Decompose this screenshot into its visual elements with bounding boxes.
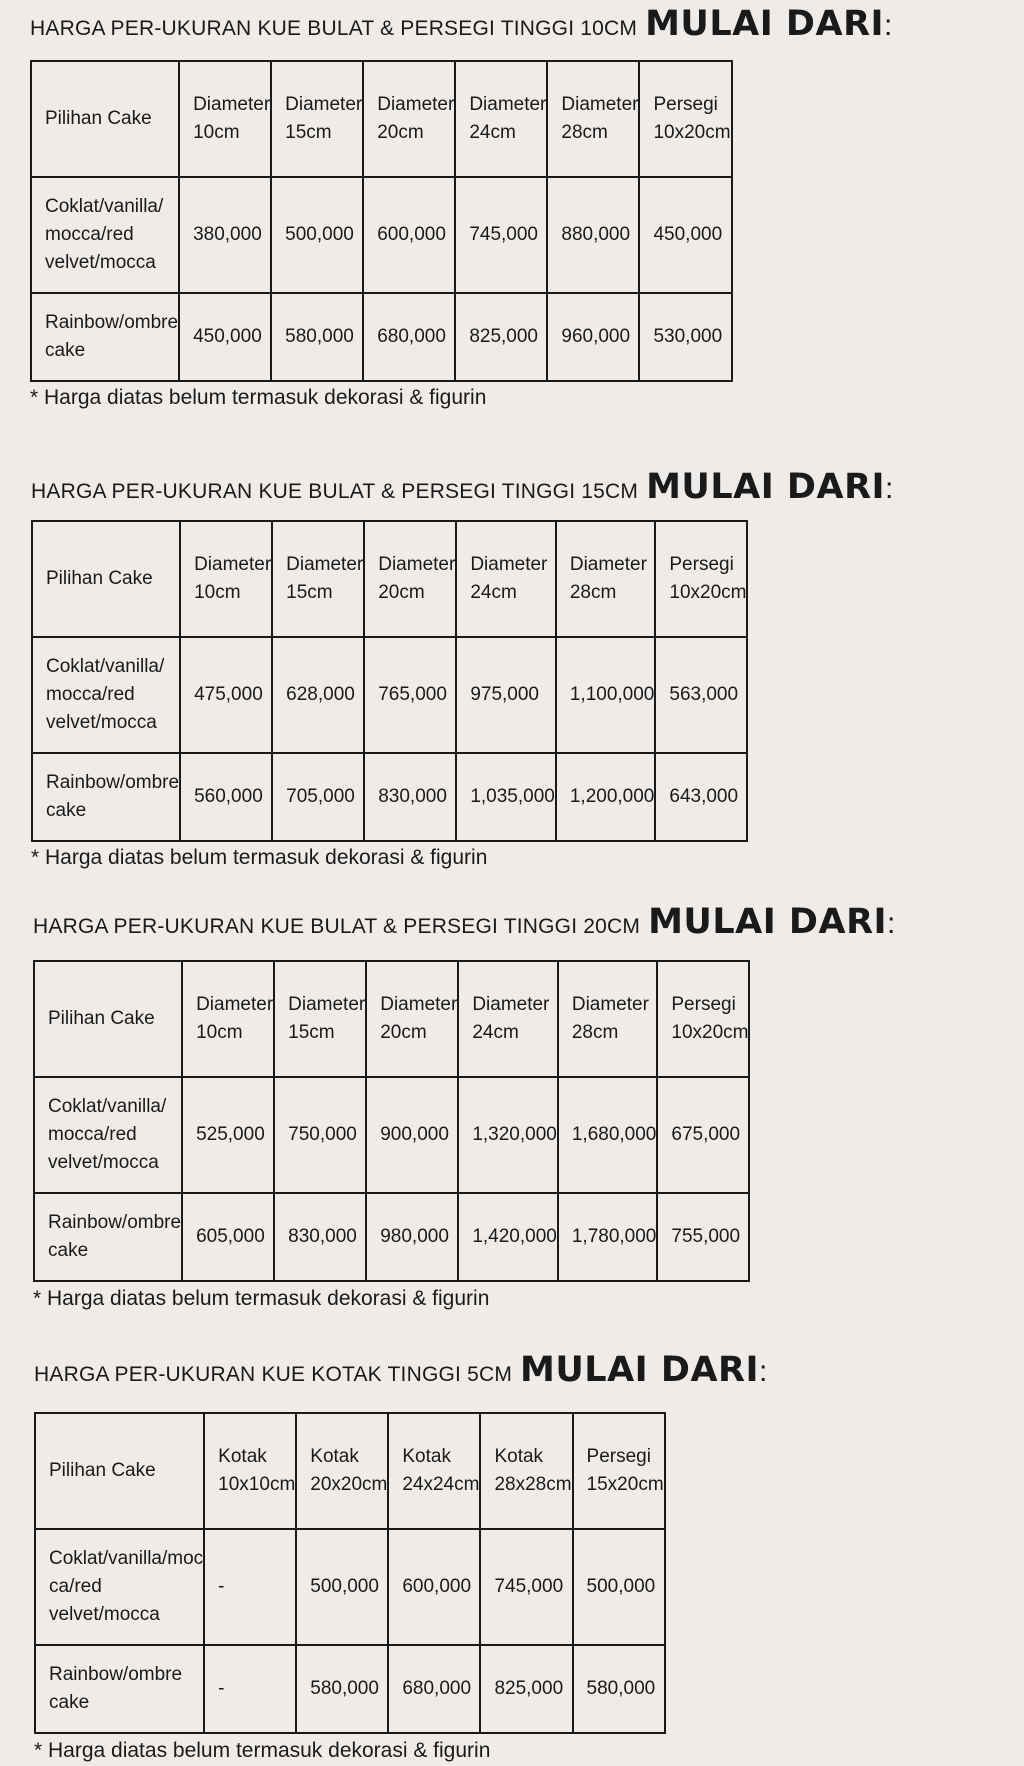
price-cell: - bbox=[204, 1645, 296, 1733]
price-cell: 830,000 bbox=[364, 753, 456, 841]
header-cell: Pilihan Cake bbox=[31, 61, 179, 177]
header-cell: Kotak 28x28cm bbox=[480, 1413, 572, 1529]
price-cell: 745,000 bbox=[455, 177, 547, 293]
table-header-row bbox=[35, 1413, 665, 1529]
price-cell: 628,000 bbox=[272, 637, 364, 753]
flavor-cell: Coklat/vanilla/ mocca/red velvet/mocca bbox=[34, 1077, 182, 1193]
price-cell: 1,100,000 bbox=[556, 637, 656, 753]
header-cell: Diameter 10cm bbox=[179, 61, 271, 177]
table-row bbox=[34, 1193, 749, 1281]
price-cell: 643,000 bbox=[655, 753, 747, 841]
header-cell: Diameter 15cm bbox=[274, 961, 366, 1077]
price-cell: 900,000 bbox=[366, 1077, 458, 1193]
flavor-cell: Rainbow/ombre cake bbox=[35, 1645, 204, 1733]
header-cell: Pilihan Cake bbox=[34, 961, 182, 1077]
price-cell: 765,000 bbox=[364, 637, 456, 753]
price-cell: 450,000 bbox=[639, 177, 731, 293]
price-note: * Harga diatas belum termasuk dekorasi & figurin bbox=[31, 846, 488, 869]
header-cell: Diameter 28cm bbox=[547, 61, 639, 177]
price-cell: 880,000 bbox=[547, 177, 639, 293]
table-row bbox=[31, 177, 732, 293]
price-cell: 563,000 bbox=[655, 637, 747, 753]
price-cell: 675,000 bbox=[657, 1077, 749, 1193]
price-table bbox=[31, 520, 748, 842]
price-cell: - bbox=[204, 1529, 296, 1645]
table-header-row bbox=[32, 521, 747, 637]
header-cell: Persegi 10x20cm bbox=[657, 961, 749, 1077]
price-cell: 1,320,000 bbox=[458, 1077, 558, 1193]
header-cell: Kotak 20x20cm bbox=[296, 1413, 388, 1529]
flavor-cell: Coklat/vanilla/ mocca/red velvet/mocca bbox=[31, 177, 179, 293]
section-title-colon: : bbox=[885, 472, 894, 505]
price-cell: 680,000 bbox=[363, 293, 455, 381]
price-cell: 960,000 bbox=[547, 293, 639, 381]
header-cell: Diameter 20cm bbox=[366, 961, 458, 1077]
price-note: * Harga diatas belum termasuk dekorasi & figurin bbox=[34, 1739, 491, 1762]
price-table bbox=[30, 60, 733, 382]
price-cell: 750,000 bbox=[274, 1077, 366, 1193]
flavor-cell: Coklat/vanilla/moc ca/red velvet/mocca bbox=[35, 1529, 204, 1645]
section-title-text: HARGA PER-UKURAN KUE BULAT & PERSEGI TINGGI 20CM bbox=[33, 915, 641, 938]
header-cell: Diameter 15cm bbox=[271, 61, 363, 177]
section-title-colon: : bbox=[887, 907, 896, 940]
section-title-bold: MULAI DARI bbox=[648, 902, 888, 942]
price-cell: 600,000 bbox=[363, 177, 455, 293]
price-cell: 1,680,000 bbox=[558, 1077, 658, 1193]
header-cell: Diameter 24cm bbox=[455, 61, 547, 177]
header-cell: Persegi 15x20cm bbox=[573, 1413, 665, 1529]
section-title-bold: MULAI DARI bbox=[520, 1350, 760, 1390]
price-cell: 745,000 bbox=[480, 1529, 572, 1645]
price-cell: 530,000 bbox=[639, 293, 731, 381]
price-note: * Harga diatas belum termasuk dekorasi & figurin bbox=[33, 1287, 490, 1310]
flavor-cell: Rainbow/ombre cake bbox=[32, 753, 180, 841]
header-cell: Diameter 20cm bbox=[364, 521, 456, 637]
header-cell: Persegi 10x20cm bbox=[639, 61, 731, 177]
price-cell: 975,000 bbox=[456, 637, 556, 753]
price-cell: 380,000 bbox=[179, 177, 271, 293]
price-cell: 830,000 bbox=[274, 1193, 366, 1281]
price-cell: 560,000 bbox=[180, 753, 272, 841]
table-row bbox=[35, 1529, 665, 1645]
price-cell: 500,000 bbox=[271, 177, 363, 293]
price-cell: 580,000 bbox=[296, 1645, 388, 1733]
header-cell: Diameter 10cm bbox=[180, 521, 272, 637]
section-title bbox=[34, 1350, 767, 1390]
header-cell: Diameter 24cm bbox=[456, 521, 556, 637]
price-cell: 500,000 bbox=[573, 1529, 665, 1645]
section-title-text: HARGA PER-UKURAN KUE BULAT & PERSEGI TINGGI 10CM bbox=[30, 17, 638, 40]
section-title-colon: : bbox=[759, 1355, 768, 1388]
table-row bbox=[34, 1077, 749, 1193]
header-cell: Diameter 10cm bbox=[182, 961, 274, 1077]
price-cell: 475,000 bbox=[180, 637, 272, 753]
table-row bbox=[31, 293, 732, 381]
header-cell: Persegi 10x20cm bbox=[655, 521, 747, 637]
section-title bbox=[31, 467, 893, 507]
price-cell: 705,000 bbox=[272, 753, 364, 841]
flavor-cell: Rainbow/ombre cake bbox=[34, 1193, 182, 1281]
price-table bbox=[33, 960, 750, 1282]
price-cell: 825,000 bbox=[480, 1645, 572, 1733]
price-cell: 580,000 bbox=[271, 293, 363, 381]
price-cell: 1,200,000 bbox=[556, 753, 656, 841]
price-cell: 825,000 bbox=[455, 293, 547, 381]
price-cell: 755,000 bbox=[657, 1193, 749, 1281]
price-cell: 500,000 bbox=[296, 1529, 388, 1645]
table-row bbox=[32, 753, 747, 841]
price-cell: 1,035,000 bbox=[456, 753, 556, 841]
price-cell: 605,000 bbox=[182, 1193, 274, 1281]
table-row bbox=[35, 1645, 665, 1733]
section-title-bold: MULAI DARI bbox=[645, 4, 885, 44]
section-title-text: HARGA PER-UKURAN KUE BULAT & PERSEGI TINGGI 15CM bbox=[31, 480, 639, 503]
price-cell: 450,000 bbox=[179, 293, 271, 381]
price-cell: 580,000 bbox=[573, 1645, 665, 1733]
header-cell: Diameter 28cm bbox=[558, 961, 658, 1077]
section-title-bold: MULAI DARI bbox=[646, 467, 886, 507]
header-cell: Pilihan Cake bbox=[32, 521, 180, 637]
price-cell: 600,000 bbox=[388, 1529, 480, 1645]
header-cell: Pilihan Cake bbox=[35, 1413, 204, 1529]
header-cell: Diameter 15cm bbox=[272, 521, 364, 637]
section-title-colon: : bbox=[884, 9, 893, 42]
section-title-text: HARGA PER-UKURAN KUE KOTAK TINGGI 5CM bbox=[34, 1363, 513, 1386]
table-header-row bbox=[34, 961, 749, 1077]
price-cell: 680,000 bbox=[388, 1645, 480, 1733]
header-cell: Kotak 10x10cm bbox=[204, 1413, 296, 1529]
price-cell: 980,000 bbox=[366, 1193, 458, 1281]
section-title bbox=[33, 902, 895, 942]
flavor-cell: Coklat/vanilla/ mocca/red velvet/mocca bbox=[32, 637, 180, 753]
price-cell: 1,780,000 bbox=[558, 1193, 658, 1281]
price-table bbox=[34, 1412, 666, 1734]
table-header-row bbox=[31, 61, 732, 177]
table-row bbox=[32, 637, 747, 753]
price-cell: 1,420,000 bbox=[458, 1193, 558, 1281]
header-cell: Kotak 24x24cm bbox=[388, 1413, 480, 1529]
section-title bbox=[30, 4, 892, 44]
flavor-cell: Rainbow/ombre cake bbox=[31, 293, 179, 381]
header-cell: Diameter 24cm bbox=[458, 961, 558, 1077]
header-cell: Diameter 28cm bbox=[556, 521, 656, 637]
price-cell: 525,000 bbox=[182, 1077, 274, 1193]
price-note: * Harga diatas belum termasuk dekorasi & figurin bbox=[30, 386, 487, 409]
header-cell: Diameter 20cm bbox=[363, 61, 455, 177]
